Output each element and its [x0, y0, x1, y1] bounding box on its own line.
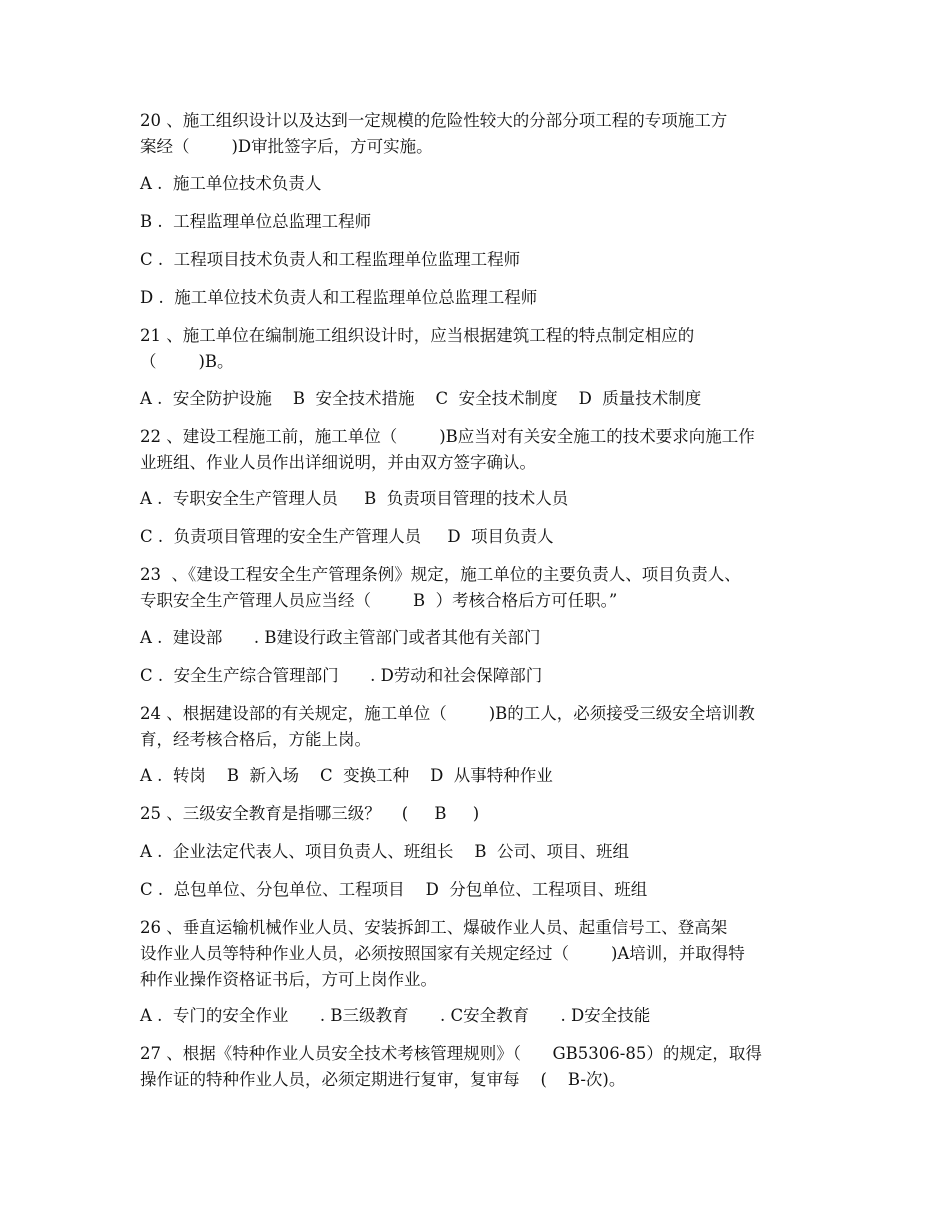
q23-stem-line-2: 专职安全生产管理人员应当经（ B ）考核合格后方可任职。” [140, 591, 618, 610]
q20-option-b: B . 工程监理单位总监理工程师 [140, 212, 372, 231]
q23-stem-line-1: 23 、《建设工程安全生产管理条例》规定，施工单位的主要负责人、项目负责人、 [140, 565, 741, 584]
q20-option-c: C . 工程项目技术负责人和工程监理单位监理工程师 [140, 250, 521, 269]
q20-stem-line-1: 20 、施工组织设计以及达到一定规模的危险性较大的分部分项工程的专项施工方 [140, 111, 728, 130]
q23-options-ab: A . 建设部 . B建设行政主管部门或者其他有关部门 [140, 628, 541, 647]
q21-options: A . 安全防护设施 B 安全技术措施 C 安全技术制度 D 质量技术制度 [140, 389, 702, 408]
q20-option-a: A . 施工单位技术负责人 [140, 174, 322, 193]
q27-stem-line-1: 27 、根据《特种作业人员安全技术考核管理规则》（ GB5306-85）的规定，取得 [140, 1044, 762, 1063]
q25-options-cd: C . 总包单位、分包单位、工程项目 D 分包单位、工程项目、班组 [140, 880, 648, 899]
q24-stem-line-2: 育，经考核合格后，方能上岗。 [140, 730, 371, 749]
q26-stem-line-2: 设作业人员等特种作业人员，必须按照国家有关规定经过（ )A培训，并取得特 [140, 944, 745, 963]
q22-options-ab: A . 专职安全生产管理人员 B 负责项目管理的技术人员 [140, 489, 569, 508]
q22-stem-line-2: 业班组、作业人员作出详细说明，并由双方签字确认。 [140, 453, 536, 472]
q26-options: A . 专门的安全作业 . B三级教育 . C安全教育 . D安全技能 [140, 1006, 651, 1025]
q20-option-d: D . 施工单位技术负责人和工程监理单位总监理工程师 [140, 288, 538, 307]
q22-stem-line-1: 22 、建设工程施工前，施工单位（ )B应当对有关安全施工的技术要求向施工作 [140, 427, 755, 446]
q24-stem-line-1: 24 、根据建设部的有关规定，施工单位（ )B的工人，必须接受三级安全培训教 [140, 704, 755, 723]
q22-options-cd: C . 负责项目管理的安全生产管理人员 D 项目负责人 [140, 527, 554, 546]
q25-options-ab: A . 企业法定代表人、项目负责人、班组长 B 公司、项目、班组 [140, 842, 629, 861]
q21-stem-line-2: （ )B。 [140, 352, 234, 371]
q24-options: A . 转岗 B 新入场 C 变换工种 D 从事特种作业 [140, 766, 553, 785]
q25-stem: 25 、三级安全教育是指哪三级？ ( B ) [140, 804, 480, 823]
q26-stem-line-1: 26 、垂直运输机械作业人员、安装拆卸工、爆破作业人员、起重信号工、登高架 [140, 918, 728, 937]
q20-stem-line-2: 案经（ )D审批签字后，方可实施。 [140, 137, 433, 156]
q21-stem-line-1: 21 、施工单位在编制施工组织设计时，应当根据建筑工程的特点制定相应的 [140, 326, 695, 345]
q26-stem-line-3: 种作业操作资格证书后，方可上岗作业。 [140, 970, 437, 989]
q27-stem-line-2: 操作证的特种作业人员，必须定期进行复审，复审每 ( B-次)。 [140, 1070, 626, 1089]
q23-options-cd: C . 安全生产综合管理部门 . D劳动和社会保障部门 [140, 666, 543, 685]
